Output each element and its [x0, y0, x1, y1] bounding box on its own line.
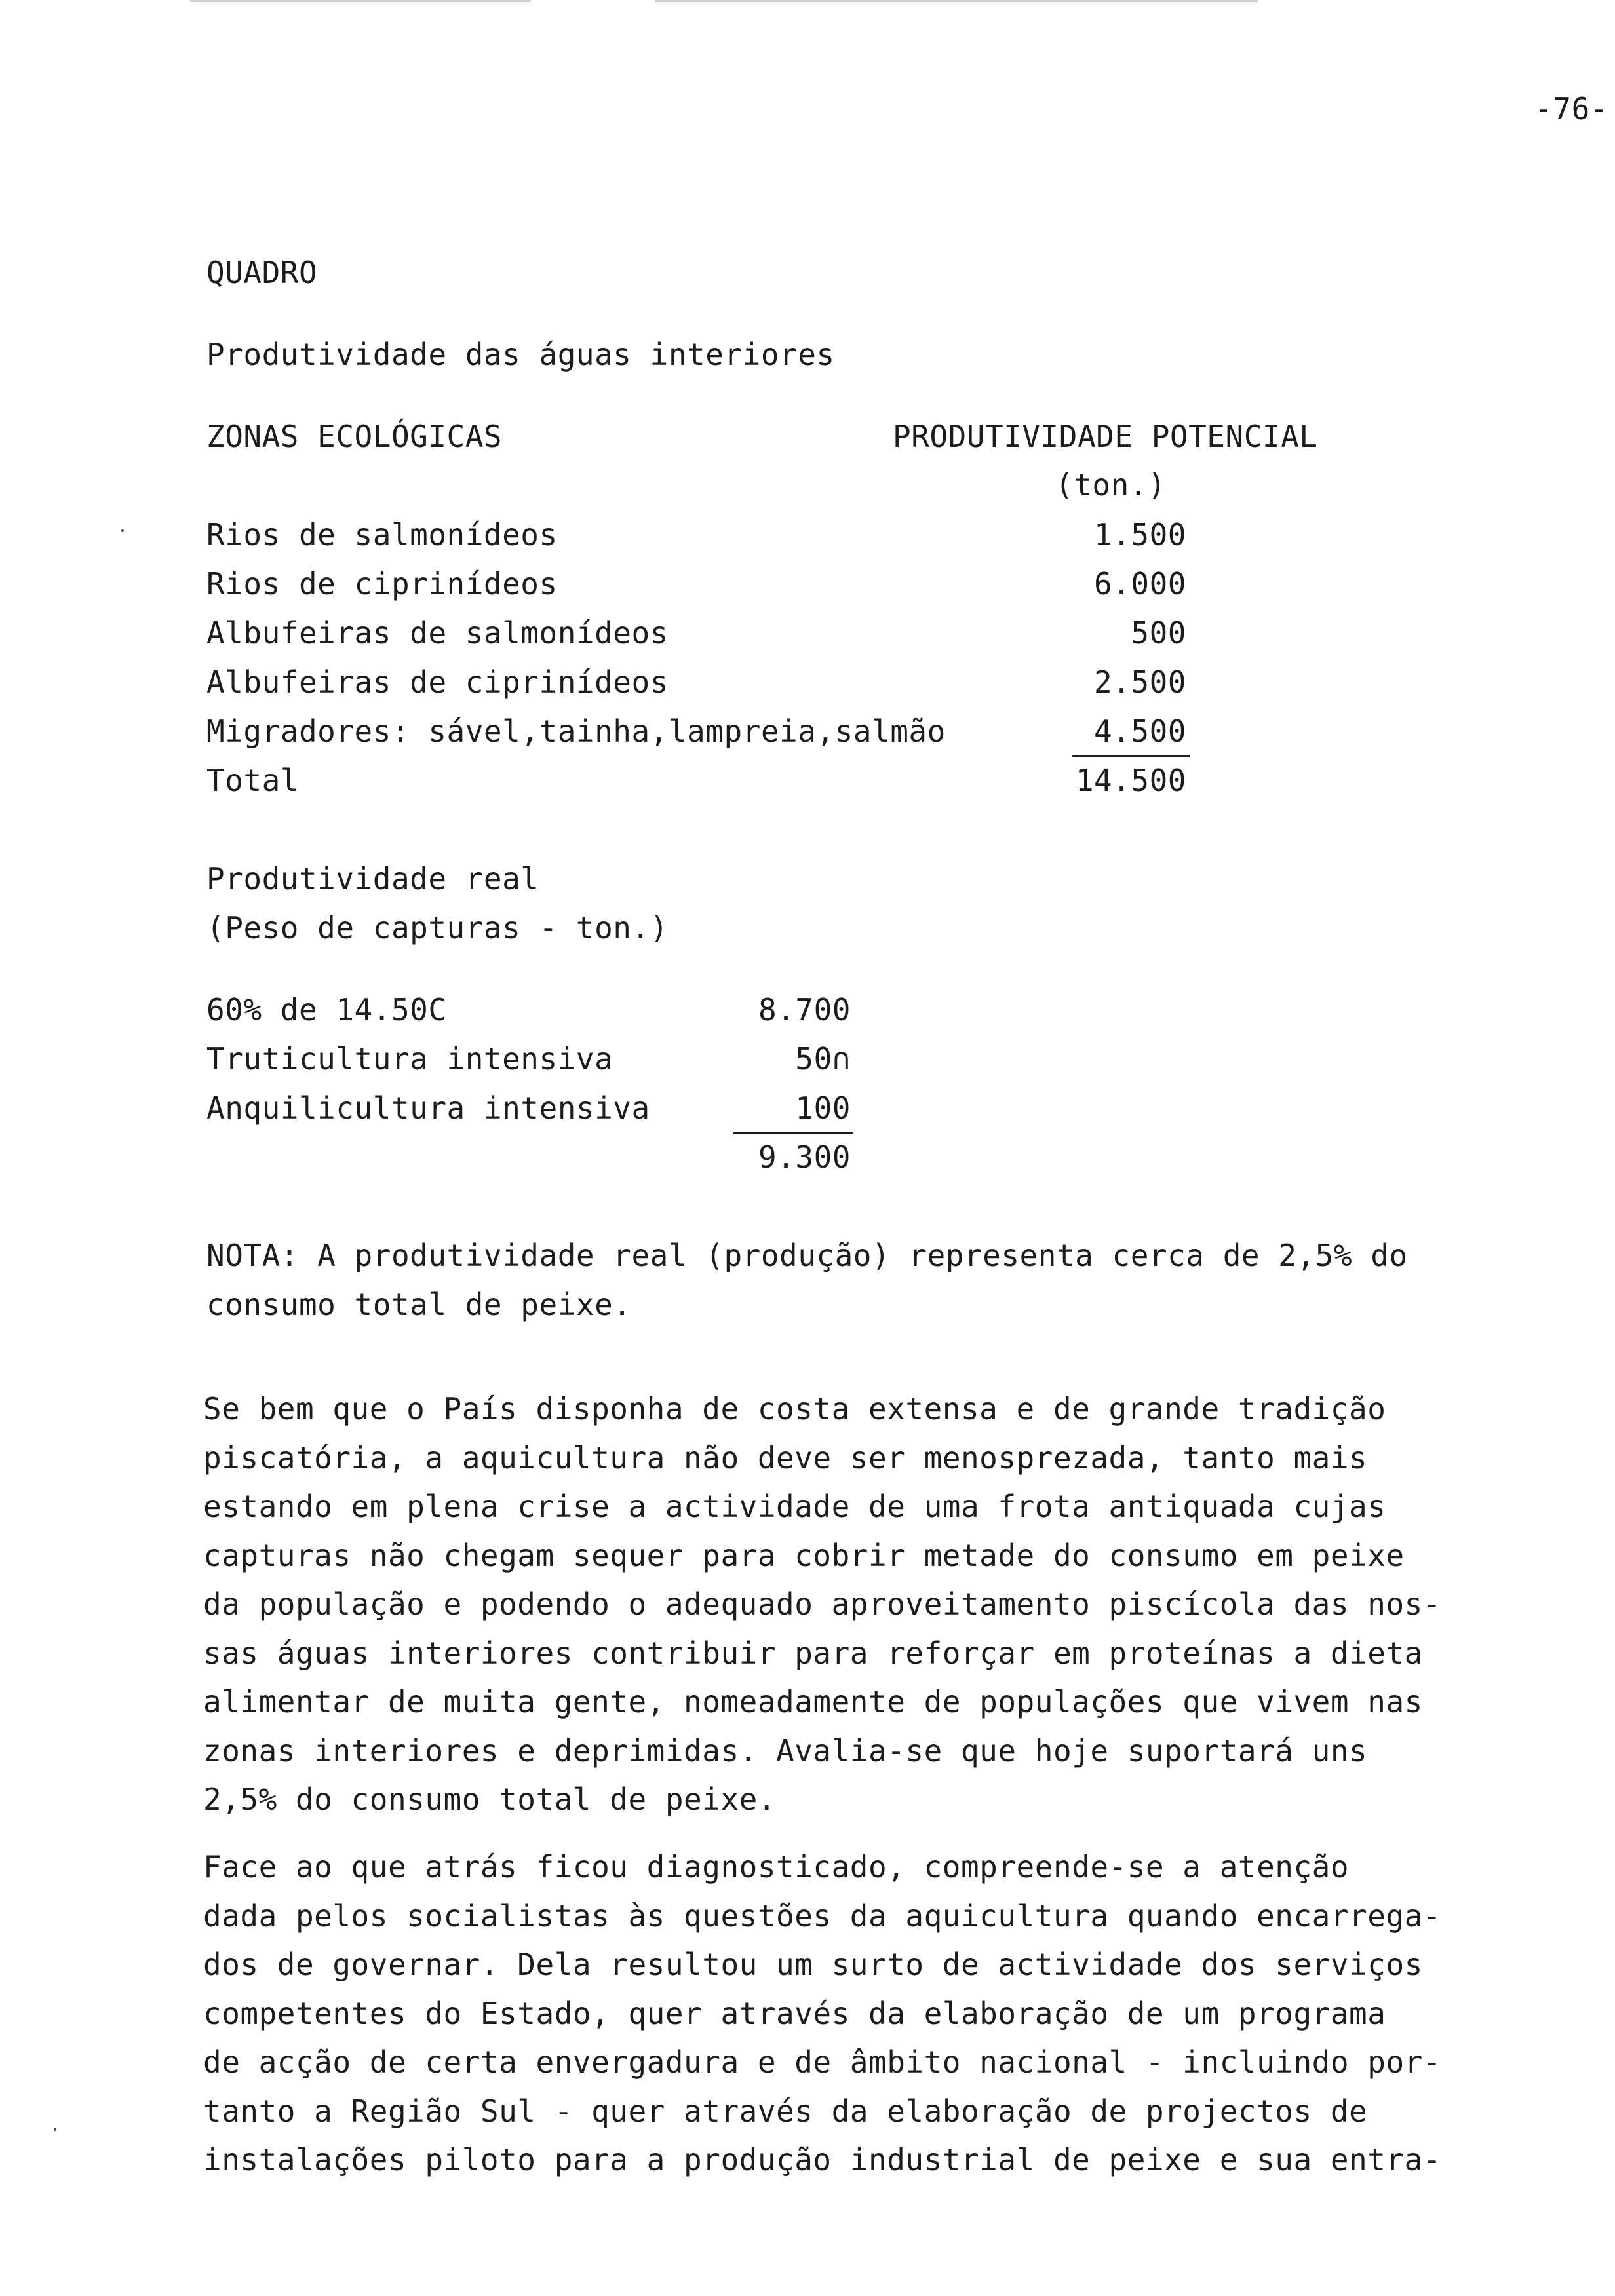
table2-title: Produtividade real [206, 861, 539, 896]
body-paragraph-1: Se bem que o País disponha de costa extensa e de grande tradição piscatória, a aquicultura não deve ser menosprezada, tanto mais estando em plena crise a actividade de uma frota antiquada cujas capturas não chegam sequer para cobrir metade do consumo em peixe da população e podendo o adequado aproveitamento piscícola das nos- sas águas interiores contribuir para reforçar em proteínas a dieta alimentar de muita gente, nomeadamente de populações que vivem nas zonas interiores e deprimidas. Avalia-se que hoje suportará uns 2,5% do consumo total de peixe. [203, 1391, 1442, 1817]
table2-row-value: 8.700 [758, 992, 851, 1027]
table2-total-value: 9.300 [758, 1139, 851, 1175]
table1-row-label: Migradores: sável,tainha,lampreia,salmão [206, 714, 946, 749]
table2-sum-rule [733, 1132, 853, 1134]
quadro-heading: QUADRO [206, 255, 318, 290]
table1-header-zone: ZONAS ECOLÓGICAS [206, 419, 503, 454]
table2-subtitle: (Peso de capturas - ton.) [206, 910, 669, 946]
page-number: -76- [1534, 91, 1608, 126]
table2-row-value: 100 [795, 1090, 851, 1126]
table1-row-label: Rios de salmonídeos [206, 517, 558, 552]
table1-total-label: Total [206, 763, 299, 798]
table1-header-productivity: PRODUTIVIDADE POTENCIAL [893, 419, 1318, 454]
table1-row-value: 6.000 [1094, 566, 1186, 602]
table1-row-value: 500 [1131, 615, 1186, 651]
table1-row-value: 2.500 [1094, 664, 1186, 700]
table2-row-label: 60% de 14.50C [206, 992, 447, 1027]
note-line-2: consumo total de peixe. [206, 1287, 632, 1322]
scan-speck [54, 2128, 56, 2131]
table1-sum-rule [1072, 755, 1190, 757]
table1-title: Produtividade das águas interiores [206, 337, 835, 372]
table1-row-label: Albufeiras de salmonídeos [206, 615, 669, 651]
table1-row-label: Albufeiras de ciprinídeos [206, 664, 669, 700]
scan-artifact-line [190, 0, 531, 2]
table2-row-label: Anquilicultura intensiva [206, 1090, 650, 1126]
scan-speck [121, 529, 124, 532]
table1-header-unit: (ton.) [1055, 467, 1167, 503]
table2-row-value: 50∩ [795, 1041, 851, 1077]
note-line-1: NOTA: A produtividade real (produção) representa cerca de 2,5% do [206, 1238, 1408, 1273]
table2-row-label: Truticultura intensiva [206, 1041, 613, 1077]
body-paragraph-2: Face ao que atrás ficou diagnosticado, compreende-se a atenção dada pelos socialistas às questões da aquicultura quando encarrega- dos de governar. Dela resultou um surto de actividade dos serviços competentes do Estado, quer através da elaboração de um programa de acção de certa envergadura e de âmbito nacional - incluindo por- tanto a Região Sul - quer através da elaboração de projectos de instalações piloto para a produção industrial de peixe e sua entra- [203, 1849, 1442, 2177]
table1-row-value: 4.500 [1094, 714, 1186, 749]
table1-row-value: 1.500 [1094, 517, 1186, 552]
table1-total-value: 14.500 [1075, 763, 1186, 798]
scan-artifact-line [655, 0, 1258, 2]
table1-row-label: Rios de ciprinídeos [206, 566, 558, 602]
